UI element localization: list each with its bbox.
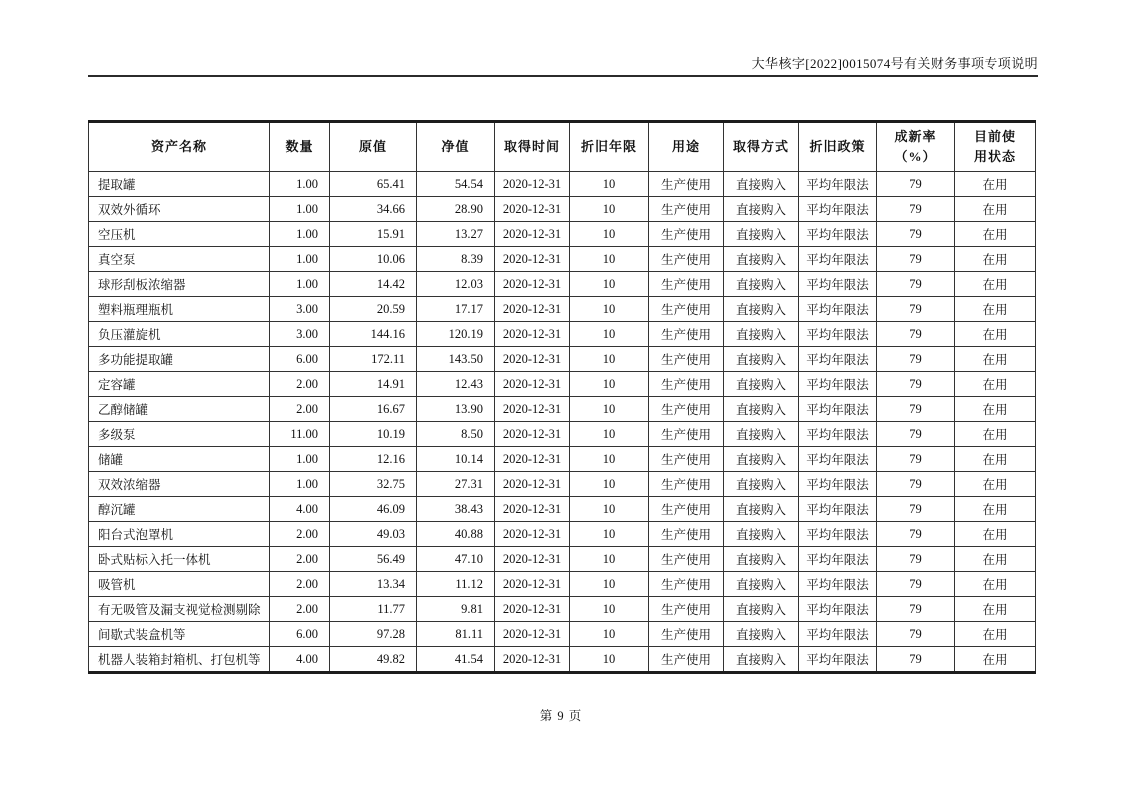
table-cell: 在用 (955, 422, 1036, 447)
table-cell: 13.90 (417, 397, 495, 422)
table-cell: 提取罐 (89, 172, 270, 197)
table-cell: 47.10 (417, 547, 495, 572)
column-header-8: 折旧政策 (799, 122, 877, 172)
table-cell: 10 (570, 197, 649, 222)
table-cell: 2.00 (270, 372, 330, 397)
table-cell: 生产使用 (649, 422, 724, 447)
table-cell: 3.00 (270, 322, 330, 347)
table-cell: 2020-12-31 (495, 322, 570, 347)
table-cell: 平均年限法 (799, 647, 877, 673)
table-cell: 生产使用 (649, 372, 724, 397)
table-cell: 生产使用 (649, 397, 724, 422)
table-cell: 1.00 (270, 472, 330, 497)
table-cell: 120.19 (417, 322, 495, 347)
table-cell: 2.00 (270, 572, 330, 597)
table-cell: 56.49 (330, 547, 417, 572)
table-row (89, 447, 1036, 472)
table-cell: 在用 (955, 472, 1036, 497)
table-cell: 在用 (955, 497, 1036, 522)
table-cell: 平均年限法 (799, 622, 877, 647)
table-cell: 65.41 (330, 172, 417, 197)
table-row (89, 272, 1036, 297)
table-cell: 2020-12-31 (495, 447, 570, 472)
table-cell: 直接购入 (724, 547, 799, 572)
table-cell: 平均年限法 (799, 297, 877, 322)
table-cell: 2020-12-31 (495, 222, 570, 247)
table-cell: 2020-12-31 (495, 572, 570, 597)
table-cell: 79 (877, 247, 955, 272)
table-cell: 10 (570, 172, 649, 197)
column-header-2: 原值 (330, 122, 417, 172)
table-cell: 生产使用 (649, 572, 724, 597)
table-cell: 8.39 (417, 247, 495, 272)
document-header (88, 56, 1038, 77)
table-cell: 在用 (955, 247, 1036, 272)
table-cell: 平均年限法 (799, 397, 877, 422)
table-cell: 97.28 (330, 622, 417, 647)
table-cell: 定容罐 (89, 372, 270, 397)
table-cell: 生产使用 (649, 622, 724, 647)
table-cell: 79 (877, 347, 955, 372)
table-cell: 平均年限法 (799, 172, 877, 197)
table-cell: 直接购入 (724, 322, 799, 347)
column-header-10: 目前使用状态 (955, 122, 1036, 172)
table-cell: 2020-12-31 (495, 547, 570, 572)
table-cell: 79 (877, 447, 955, 472)
table-cell: 1.00 (270, 197, 330, 222)
table-cell: 79 (877, 222, 955, 247)
table-cell: 在用 (955, 347, 1036, 372)
table-cell: 双效外循环 (89, 197, 270, 222)
table-cell: 平均年限法 (799, 447, 877, 472)
table-cell: 机器人装箱封箱机、打包机等 (89, 647, 270, 673)
table-cell: 8.50 (417, 422, 495, 447)
table-cell: 79 (877, 572, 955, 597)
table-cell: 10 (570, 397, 649, 422)
table-cell: 直接购入 (724, 422, 799, 447)
table-cell: 2.00 (270, 547, 330, 572)
table-cell: 吸管机 (89, 572, 270, 597)
table-cell: 1.00 (270, 247, 330, 272)
table-cell: 球形刮板浓缩器 (89, 272, 270, 297)
table-cell: 10 (570, 622, 649, 647)
table-cell: 14.91 (330, 372, 417, 397)
table-cell: 在用 (955, 522, 1036, 547)
table-cell: 储罐 (89, 447, 270, 472)
table-cell: 10 (570, 247, 649, 272)
table-cell: 直接购入 (724, 647, 799, 673)
table-cell: 生产使用 (649, 472, 724, 497)
table-cell: 平均年限法 (799, 222, 877, 247)
table-cell: 平均年限法 (799, 547, 877, 572)
table-cell: 79 (877, 497, 955, 522)
table-row (89, 297, 1036, 322)
table-cell: 在用 (955, 647, 1036, 673)
table-cell: 79 (877, 597, 955, 622)
table-cell: 81.11 (417, 622, 495, 647)
table-cell: 生产使用 (649, 272, 724, 297)
table-cell: 2020-12-31 (495, 372, 570, 397)
table-cell: 平均年限法 (799, 372, 877, 397)
column-header-3: 净值 (417, 122, 495, 172)
table-cell: 49.82 (330, 647, 417, 673)
table-row (89, 247, 1036, 272)
table-cell: 2.00 (270, 522, 330, 547)
table-cell: 10 (570, 272, 649, 297)
table-cell: 16.67 (330, 397, 417, 422)
table-cell: 49.03 (330, 522, 417, 547)
page-number: 第 9 页 (539, 709, 583, 723)
table-cell: 27.31 (417, 472, 495, 497)
table-cell: 在用 (955, 297, 1036, 322)
table-cell: 10 (570, 447, 649, 472)
table-row (89, 347, 1036, 372)
table-cell: 2020-12-31 (495, 272, 570, 297)
table-cell: 2020-12-31 (495, 347, 570, 372)
table-cell: 79 (877, 322, 955, 347)
table-cell: 间歇式装盒机等 (89, 622, 270, 647)
column-header-6: 用途 (649, 122, 724, 172)
table-cell: 10 (570, 597, 649, 622)
table-cell: 在用 (955, 222, 1036, 247)
table-cell: 9.81 (417, 597, 495, 622)
table-cell: 乙醇储罐 (89, 397, 270, 422)
table-cell: 2020-12-31 (495, 622, 570, 647)
table-cell: 多级泵 (89, 422, 270, 447)
table-cell: 在用 (955, 547, 1036, 572)
table-cell: 直接购入 (724, 597, 799, 622)
table-cell: 17.17 (417, 297, 495, 322)
table-cell: 生产使用 (649, 597, 724, 622)
table-cell: 直接购入 (724, 522, 799, 547)
table-cell: 12.03 (417, 272, 495, 297)
table-cell: 空压机 (89, 222, 270, 247)
table-cell: 生产使用 (649, 197, 724, 222)
table-cell: 6.00 (270, 622, 330, 647)
table-row (89, 397, 1036, 422)
table-cell: 直接购入 (724, 572, 799, 597)
table-cell: 生产使用 (649, 247, 724, 272)
table-cell: 2.00 (270, 597, 330, 622)
table-cell: 双效浓缩器 (89, 472, 270, 497)
page-footer (0, 706, 1122, 724)
table-cell: 平均年限法 (799, 572, 877, 597)
table-row (89, 372, 1036, 397)
table-cell: 79 (877, 297, 955, 322)
table-cell: 79 (877, 547, 955, 572)
table-cell: 多功能提取罐 (89, 347, 270, 372)
table-cell: 直接购入 (724, 247, 799, 272)
table-cell: 2.00 (270, 397, 330, 422)
table-cell: 生产使用 (649, 322, 724, 347)
table-cell: 直接购入 (724, 172, 799, 197)
table-cell: 2020-12-31 (495, 472, 570, 497)
table-cell: 10.14 (417, 447, 495, 472)
table-cell: 平均年限法 (799, 497, 877, 522)
table-cell: 79 (877, 522, 955, 547)
table-cell: 生产使用 (649, 347, 724, 372)
table-cell: 平均年限法 (799, 422, 877, 447)
table-cell: 40.88 (417, 522, 495, 547)
table-cell: 4.00 (270, 497, 330, 522)
table-cell: 在用 (955, 272, 1036, 297)
table-cell: 在用 (955, 397, 1036, 422)
table-cell: 10 (570, 422, 649, 447)
table-cell: 在用 (955, 372, 1036, 397)
table-cell: 12.16 (330, 447, 417, 472)
table-cell: 直接购入 (724, 497, 799, 522)
table-cell: 有无吸管及漏支视觉检测剔除 (89, 597, 270, 622)
table-cell: 生产使用 (649, 497, 724, 522)
table-cell: 6.00 (270, 347, 330, 372)
table-cell: 2020-12-31 (495, 297, 570, 322)
table-row (89, 622, 1036, 647)
table-cell: 41.54 (417, 647, 495, 673)
table-cell: 卧式贴标入托一体机 (89, 547, 270, 572)
table-cell: 2020-12-31 (495, 647, 570, 673)
table-cell: 直接购入 (724, 447, 799, 472)
table-cell: 2020-12-31 (495, 197, 570, 222)
table-cell: 直接购入 (724, 197, 799, 222)
table-cell: 10 (570, 372, 649, 397)
table-cell: 11.77 (330, 597, 417, 622)
table-cell: 在用 (955, 597, 1036, 622)
table-row (89, 322, 1036, 347)
table-cell: 负压灌旋机 (89, 322, 270, 347)
table-cell: 在用 (955, 197, 1036, 222)
table-cell: 4.00 (270, 647, 330, 673)
table-cell: 直接购入 (724, 397, 799, 422)
table-cell: 生产使用 (649, 522, 724, 547)
table-cell: 平均年限法 (799, 522, 877, 547)
table-cell: 直接购入 (724, 347, 799, 372)
table-cell: 10 (570, 497, 649, 522)
table-row (89, 547, 1036, 572)
table-row (89, 497, 1036, 522)
table-cell: 2020-12-31 (495, 172, 570, 197)
table-cell: 直接购入 (724, 622, 799, 647)
table-cell: 54.54 (417, 172, 495, 197)
column-header-5: 折旧年限 (570, 122, 649, 172)
table-cell: 46.09 (330, 497, 417, 522)
table-row (89, 197, 1036, 222)
column-header-4: 取得时间 (495, 122, 570, 172)
table-cell: 10 (570, 222, 649, 247)
table-cell: 79 (877, 197, 955, 222)
doc-header-title: 大华核字[2022]0015074号有关财务事项专项说明 (751, 56, 1038, 71)
table-cell: 38.43 (417, 497, 495, 522)
table-cell: 在用 (955, 322, 1036, 347)
table-row (89, 172, 1036, 197)
table-cell: 直接购入 (724, 472, 799, 497)
table-cell: 172.11 (330, 347, 417, 372)
table-cell: 1.00 (270, 272, 330, 297)
table-cell: 平均年限法 (799, 272, 877, 297)
table-cell: 真空泵 (89, 247, 270, 272)
table-cell: 生产使用 (649, 222, 724, 247)
table-cell: 2020-12-31 (495, 522, 570, 547)
table-cell: 79 (877, 647, 955, 673)
table-cell: 34.66 (330, 197, 417, 222)
table-row (89, 597, 1036, 622)
table-cell: 阳台式泡罩机 (89, 522, 270, 547)
table-cell: 10 (570, 297, 649, 322)
table-cell: 在用 (955, 447, 1036, 472)
table-cell: 10 (570, 647, 649, 673)
table-cell: 143.50 (417, 347, 495, 372)
table-cell: 79 (877, 372, 955, 397)
table-cell: 生产使用 (649, 172, 724, 197)
table-cell: 在用 (955, 572, 1036, 597)
column-header-9: 成新率（%） (877, 122, 955, 172)
table-cell: 1.00 (270, 172, 330, 197)
table-cell: 79 (877, 622, 955, 647)
table-cell: 生产使用 (649, 547, 724, 572)
table-cell: 13.27 (417, 222, 495, 247)
table-cell: 10 (570, 547, 649, 572)
table-cell: 2020-12-31 (495, 247, 570, 272)
table-cell: 平均年限法 (799, 597, 877, 622)
table-cell: 在用 (955, 622, 1036, 647)
table-cell: 79 (877, 472, 955, 497)
table-row (89, 472, 1036, 497)
table-cell: 11.00 (270, 422, 330, 447)
table-cell: 10 (570, 522, 649, 547)
table-row (89, 422, 1036, 447)
table-header-row (89, 122, 1036, 172)
table-cell: 10 (570, 572, 649, 597)
table-cell: 平均年限法 (799, 347, 877, 372)
table-cell: 13.34 (330, 572, 417, 597)
table-cell: 直接购入 (724, 222, 799, 247)
table-row (89, 522, 1036, 547)
table-cell: 11.12 (417, 572, 495, 597)
asset-table (88, 120, 1036, 674)
table-cell: 2020-12-31 (495, 422, 570, 447)
table-cell: 10.19 (330, 422, 417, 447)
table-cell: 79 (877, 172, 955, 197)
column-header-1: 数量 (270, 122, 330, 172)
table-cell: 醇沉罐 (89, 497, 270, 522)
table-cell: 生产使用 (649, 297, 724, 322)
table-cell: 平均年限法 (799, 322, 877, 347)
table-cell: 生产使用 (649, 647, 724, 673)
table-cell: 平均年限法 (799, 472, 877, 497)
table-row (89, 572, 1036, 597)
table-cell: 平均年限法 (799, 247, 877, 272)
table-cell: 10 (570, 322, 649, 347)
table-cell: 10 (570, 472, 649, 497)
table-cell: 直接购入 (724, 372, 799, 397)
table-cell: 2020-12-31 (495, 497, 570, 522)
table-cell: 10 (570, 347, 649, 372)
table-cell: 1.00 (270, 447, 330, 472)
column-header-0: 资产名称 (89, 122, 270, 172)
table-cell: 平均年限法 (799, 197, 877, 222)
table-cell: 14.42 (330, 272, 417, 297)
table-cell: 79 (877, 422, 955, 447)
table-row (89, 222, 1036, 247)
table-cell: 15.91 (330, 222, 417, 247)
table-cell: 3.00 (270, 297, 330, 322)
table-cell: 28.90 (417, 197, 495, 222)
column-header-7: 取得方式 (724, 122, 799, 172)
table-cell: 2020-12-31 (495, 397, 570, 422)
table-row (89, 647, 1036, 673)
table-cell: 10.06 (330, 247, 417, 272)
table-cell: 1.00 (270, 222, 330, 247)
table-cell: 20.59 (330, 297, 417, 322)
table-cell: 2020-12-31 (495, 597, 570, 622)
table-cell: 在用 (955, 172, 1036, 197)
table-cell: 直接购入 (724, 272, 799, 297)
table-cell: 79 (877, 397, 955, 422)
table-cell: 塑料瓶理瓶机 (89, 297, 270, 322)
table-cell: 直接购入 (724, 297, 799, 322)
table-cell: 生产使用 (649, 447, 724, 472)
table-cell: 144.16 (330, 322, 417, 347)
table-cell: 79 (877, 272, 955, 297)
table-cell: 32.75 (330, 472, 417, 497)
table-cell: 12.43 (417, 372, 495, 397)
